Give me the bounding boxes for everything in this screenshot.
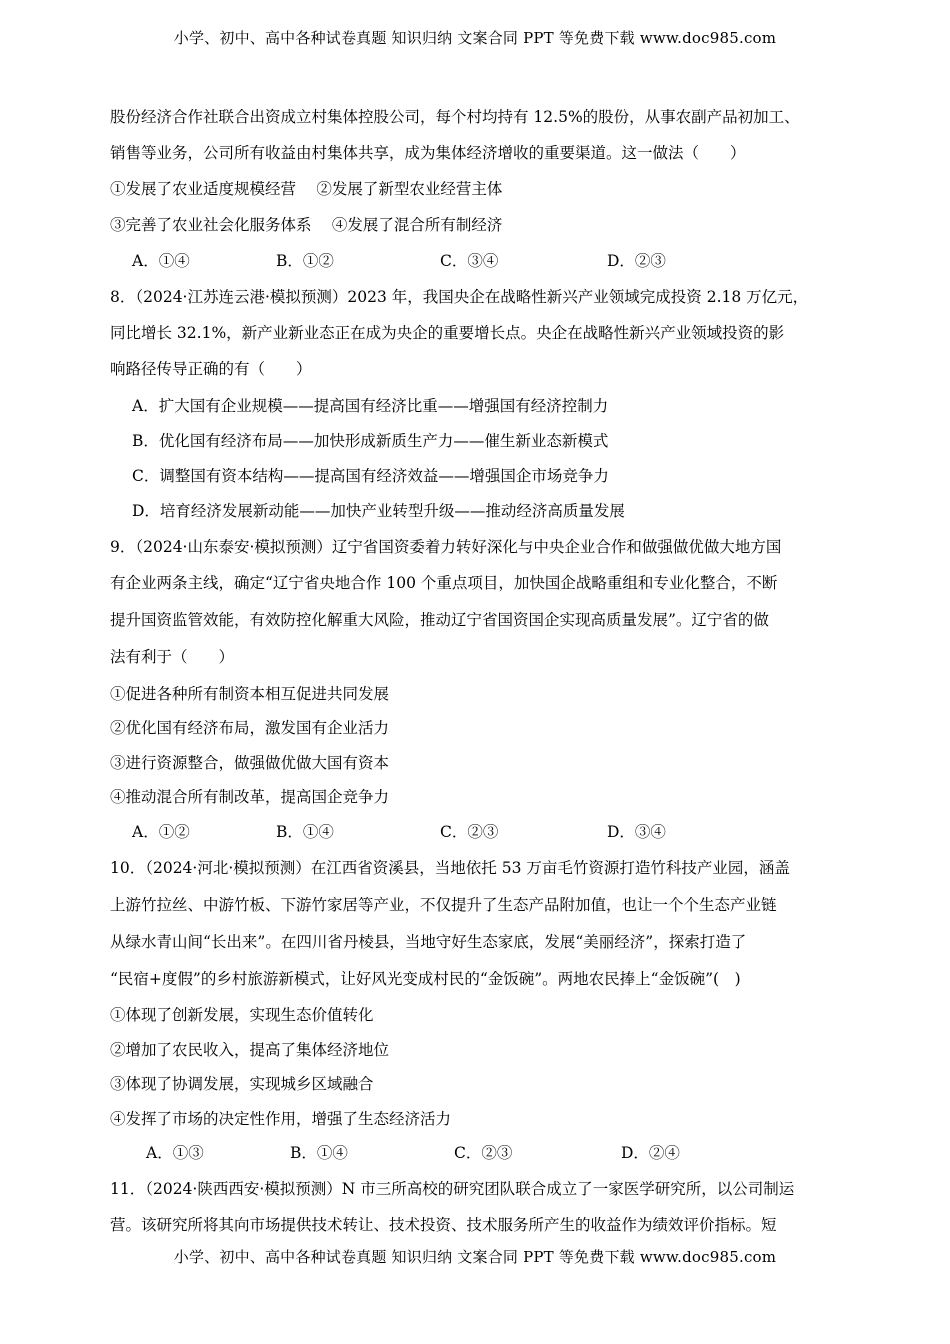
q7-option-d[interactable]: D．②③ (607, 252, 666, 270)
q11-line-2: 营。该研究所将其向市场提供技术转让、技术投资、技术服务所产生的收益作为绩效评价指标。短 (110, 1216, 777, 1234)
q9-option-d[interactable]: D．③④ (607, 823, 666, 841)
q7-option-a[interactable]: A．①④ (132, 252, 190, 270)
q10-line-3: 从绿水青山间“长出来”。在四川省丹棱县，当地守好生态家底，发展“美丽经济”，探索打造了 (110, 933, 747, 951)
q9-line-4: 法有利于（ ） (110, 648, 235, 666)
q7-line-2: 销售等业务，公司所有收益由村集体共享，成为集体经济增收的重要渠道。这一做法（ ） (110, 144, 746, 162)
q10-item-2: ②增加了农民收入，提高了集体经济地位 (110, 1041, 390, 1059)
q9-item-4: ④推动混合所有制改革，提高国企竞争力 (110, 788, 390, 806)
q8-option-d[interactable]: D．培育经济发展新动能——加快产业转型升级——推动经济高质量发展 (132, 502, 625, 520)
q9-item-1: ①促进各种所有制资本相互促进共同发展 (110, 685, 390, 703)
q8-line-1: 8．（2024·江苏连云港·模拟预测）2023 年，我国央企在战略性新兴产业领域完成投资 2.18 万亿元， (110, 288, 809, 306)
q9-option-c[interactable]: C．②③ (440, 823, 499, 841)
q10-item-3: ③体现了协调发展，实现城乡区域融合 (110, 1075, 374, 1093)
q10-options (132, 1141, 832, 1163)
q10-item-4: ④发挥了市场的决定性作用，增强了生态经济活力 (110, 1110, 452, 1128)
q9-item-3: ③进行资源整合，做强做优做大国有资本 (110, 754, 390, 772)
q8-option-b[interactable]: B．优化国有经济布局——加快形成新质生产力——催生新业态新模式 (132, 432, 609, 450)
q9-line-2: 有企业两条主线，确定“辽宁省央地合作 100 个重点项目，加快国企战略重组和专业化整合，不断 (110, 574, 778, 592)
q9-line-1: 9．（2024·山东泰安·模拟预测）辽宁省国资委着力转好深化与中央企业合作和做强做优做大地方国 (110, 538, 782, 556)
q7-option-c[interactable]: C．③④ (440, 252, 499, 270)
q9-line-3: 提升国资监管效能，有效防控化解重大风险，推动辽宁省国资国企实现高质量发展”。辽宁省的做 (110, 611, 769, 629)
q8-line-3: 响路径传导正确的有（ ） (110, 360, 312, 378)
page-footer: 小学、初中、高中各种试卷真题 知识归纳 文案合同 PPT 等免费下载 www.doc985.com (173, 1248, 777, 1266)
q10-item-1: ①体现了创新发展，实现生态价值转化 (110, 1006, 374, 1024)
q8-option-c[interactable]: C．调整国有资本结构——提高国有经济效益——增强国企市场竞争力 (132, 467, 609, 485)
q9-options (132, 820, 832, 842)
q10-option-a[interactable]: A．①③ (146, 1144, 204, 1162)
q7-item-1: ①发展了农业适度规模经营 ②发展了新型农业经营主体 (110, 180, 503, 198)
q10-line-4: “民宿+度假”的乡村旅游新模式，让好风光变成村民的“金饭碗”。两地农民捧上“金饭碗”( ) (110, 970, 741, 988)
q7-option-b[interactable]: B．①② (276, 252, 334, 270)
q10-option-b[interactable]: B．①④ (290, 1144, 348, 1162)
q8-line-2: 同比增长 32.1%，新产业新业态正在成为央企的重要增长点。央企在战略性新兴产业领域投资的影 (110, 324, 785, 342)
q7-options (132, 249, 832, 271)
q7-line-1: 股份经济合作社联合出资成立村集体控股公司，每个村均持有 12.5%的股份，从事农副产品初加工、 (110, 108, 800, 126)
q10-line-2: 上游竹拉丝、中游竹板、下游竹家居等产业，不仅提升了生态产品附加值，也让一个个生态产业链 (110, 896, 777, 914)
q10-line-1: 10．（2024·河北·模拟预测）在江西省资溪县，当地依托 53 万亩毛竹资源打造竹科技产业园，涵盖 (110, 859, 790, 877)
q11-line-1: 11．（2024·陕西西安·模拟预测）N 市三所高校的研究团队联合成立了一家医学研究所，以公司制运 (110, 1180, 795, 1198)
q10-option-c[interactable]: C．②③ (454, 1144, 513, 1162)
q9-option-b[interactable]: B．①④ (276, 823, 334, 841)
q10-option-d[interactable]: D．②④ (621, 1144, 680, 1162)
q9-option-a[interactable]: A．①② (132, 823, 190, 841)
q7-item-2: ③完善了农业社会化服务体系 ④发展了混合所有制经济 (110, 216, 503, 234)
q8-option-a[interactable]: A．扩大国有企业规模——提高国有经济比重——增强国有经济控制力 (132, 397, 609, 415)
q9-item-2: ②优化国有经济布局，激发国有企业活力 (110, 719, 390, 737)
page-header: 小学、初中、高中各种试卷真题 知识归纳 文案合同 PPT 等免费下载 www.doc985.com (173, 29, 777, 47)
